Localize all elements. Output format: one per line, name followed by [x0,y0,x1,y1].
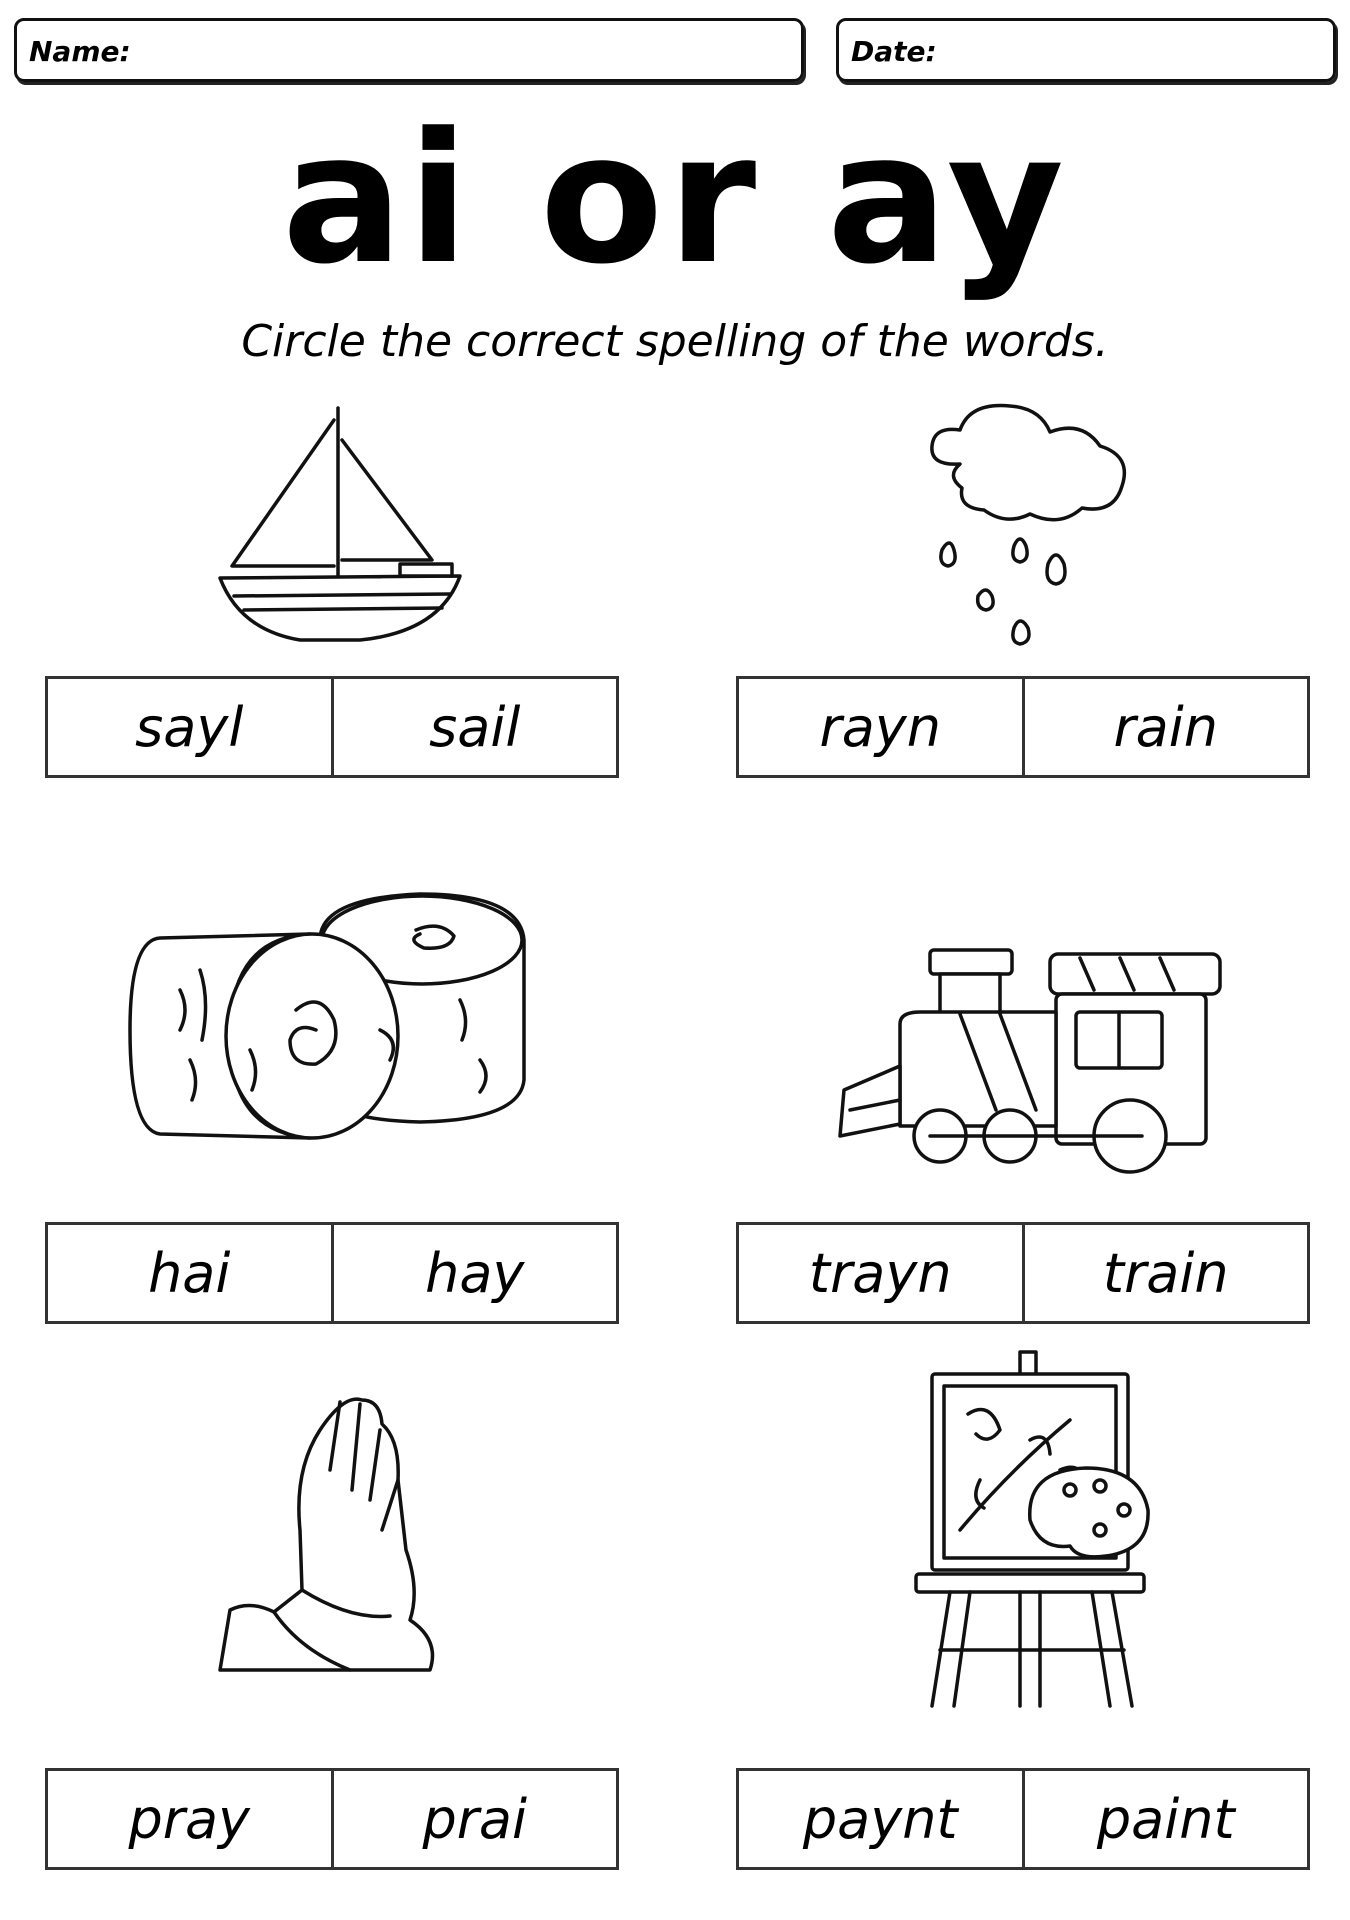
name-field[interactable] [14,18,804,82]
hay-bales-picture [120,880,540,1160]
option-rayn[interactable]: rayn [739,679,1025,775]
choice-box-hay [45,1222,619,1324]
worksheet-title: ai or ay [281,95,1069,304]
date-label: Date: [851,35,937,68]
date-field[interactable] [836,18,1336,82]
option-rain[interactable]: rain [1113,695,1219,759]
instruction-text: Circle the correct spelling of the words. [241,316,1109,367]
choice-box-train [736,1222,1310,1324]
option-prai[interactable]: prai [422,1787,528,1851]
praying-hands-picture [210,1380,460,1680]
option-paynt[interactable]: paynt [739,1771,1025,1867]
train-picture [830,940,1230,1180]
option-trayn[interactable]: trayn [739,1225,1025,1321]
rain-cloud-picture [910,396,1150,656]
choice-box-pray [45,1768,619,1870]
option-hay[interactable]: hay [425,1241,525,1305]
option-paint[interactable]: paint [1096,1787,1235,1851]
choice-box-rain [736,676,1310,778]
name-label: Name: [29,35,131,68]
option-train[interactable]: train [1102,1241,1229,1305]
option-sail[interactable]: sail [429,695,521,759]
choice-box-sail [45,676,619,778]
choice-box-paint [736,1768,1310,1870]
sailboat-picture [210,400,470,650]
easel-painting-picture [910,1350,1160,1710]
option-hai[interactable]: hai [48,1225,334,1321]
option-pray[interactable]: pray [48,1771,334,1867]
option-sayl[interactable]: sayl [48,679,334,775]
